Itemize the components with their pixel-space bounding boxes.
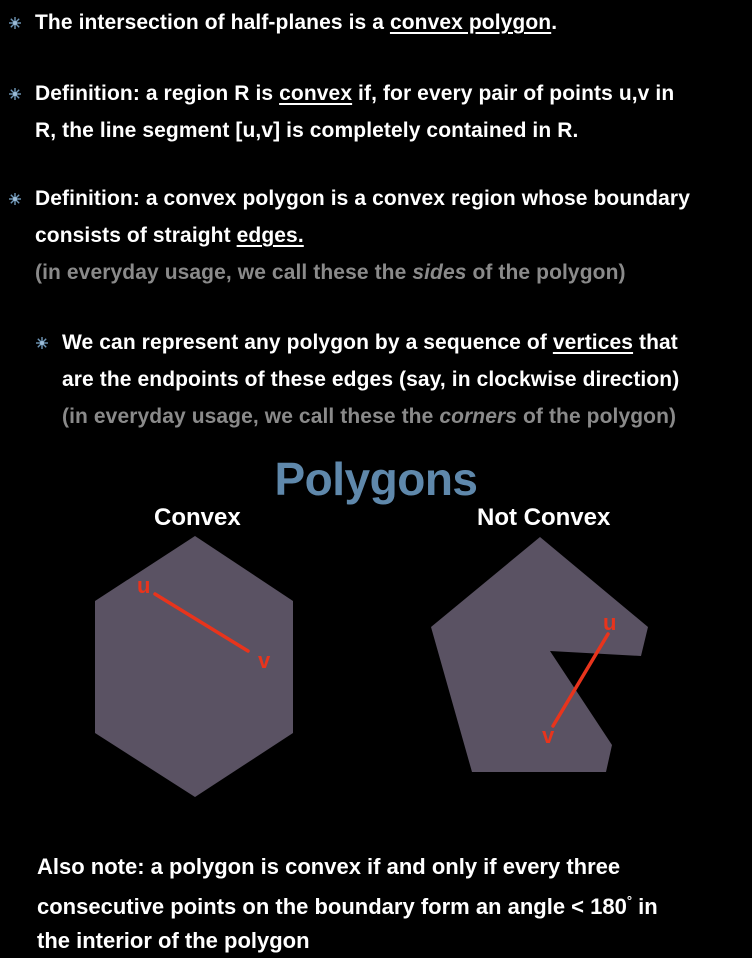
text: consists of straight: [35, 224, 237, 247]
text: .: [551, 11, 558, 34]
text: of the polygon): [466, 261, 626, 284]
text: We can represent any polygon by a sequence of: [62, 331, 553, 354]
convexity-note: [37, 850, 658, 958]
bullet-line: Definition: a convex polygon is a convex region whose boundary: [35, 187, 690, 210]
non-convex-point-v: v: [542, 723, 555, 748]
term-convex-polygon: convex polygon: [389, 11, 552, 34]
bullet-line: are the endpoints of these edges (say, in clockwise direction): [62, 368, 680, 391]
degree-symbol: °: [626, 893, 633, 908]
non-convex-polygon: [431, 537, 648, 772]
term-vertices: vertices: [552, 331, 634, 354]
note-line: the interior of the polygon: [37, 928, 310, 953]
text: that: [633, 331, 678, 354]
term-edges: edges.: [236, 224, 304, 247]
term-sides: sides: [412, 261, 467, 284]
bullet-line: R, the line segment [u,v] is completely contained in R.: [35, 119, 579, 142]
term-convex: convex: [279, 82, 353, 105]
text: Definition: a region R is: [35, 82, 280, 105]
text: consecutive points on the boundary form an angle < 180: [37, 894, 627, 919]
text: (in everyday usage, we call these the: [35, 261, 413, 284]
convex-point-v: v: [258, 648, 271, 673]
convex-label: Convex: [154, 504, 241, 531]
non-convex-point-u: u: [603, 610, 617, 635]
convex-point-u: u: [137, 573, 151, 598]
text: in: [632, 894, 658, 919]
note-line: Also note: a polygon is convex if and only if every three: [37, 854, 621, 879]
text: of the polygon): [517, 405, 677, 428]
note-line: [37, 884, 658, 924]
figure-title: Polygons: [274, 453, 478, 505]
text: if, for every pair of points u,v in: [352, 82, 675, 105]
text: The intersection of half-planes is a: [35, 11, 390, 34]
not-convex-label: Not Convex: [477, 504, 611, 531]
text: (in everyday usage, we call these the: [62, 405, 440, 428]
term-corners: corners: [439, 405, 518, 428]
